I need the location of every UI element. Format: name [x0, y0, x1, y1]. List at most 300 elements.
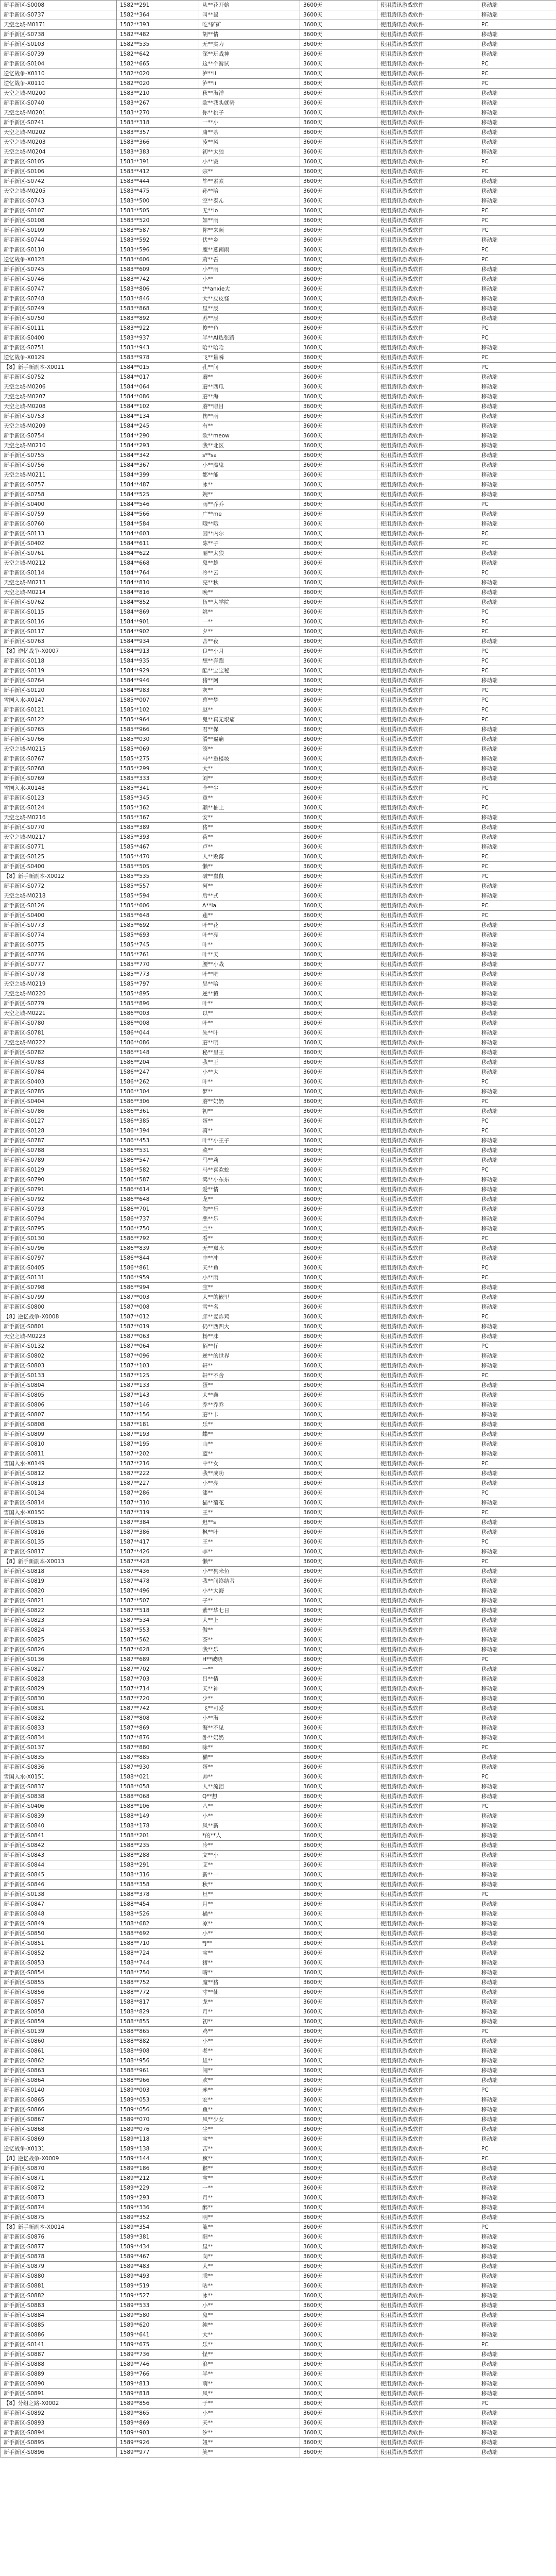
- duration-cell: 3600天: [300, 1518, 377, 1528]
- device-cell: 移动端: [478, 2076, 556, 2086]
- zone-cell: 新手新区-S0124: [1, 803, 117, 813]
- table-row: [1, 2115, 556, 2125]
- zone-cell: 新手新区-S0132: [1, 1342, 117, 1351]
- zone-cell: 新手新区-S0800: [1, 1302, 117, 1312]
- nickname-cell: 龙**: [199, 1997, 300, 2007]
- phone-cell: 1582**393: [117, 20, 199, 30]
- software-cell: 使用腾讯游戏软件: [377, 157, 478, 167]
- software-cell: 使用腾讯游戏软件: [377, 343, 478, 353]
- zone-cell: 天空之城-M0171: [1, 20, 117, 30]
- nickname-cell: 滑**逼痛: [199, 735, 300, 744]
- table-row: [1, 1948, 556, 1958]
- duration-cell: 3600天: [300, 715, 377, 725]
- table-row: [1, 686, 556, 696]
- table-row: [1, 2213, 556, 2223]
- zone-cell: 新手新区-S0895: [1, 2438, 117, 2448]
- phone-cell: 1584**017: [117, 372, 199, 382]
- table-row: [1, 2369, 556, 2379]
- table-row: [1, 1351, 556, 1361]
- device-cell: PC: [478, 1557, 556, 1567]
- software-cell: 使用腾讯游戏软件: [377, 921, 478, 930]
- nickname-cell: 叶**天: [199, 950, 300, 960]
- phone-cell: 1585**505: [117, 862, 199, 872]
- zone-cell: 新手新区-S0887: [1, 2350, 117, 2360]
- zone-cell: 新手新区-S0875: [1, 2213, 117, 2223]
- zone-cell: 新手新区-S0768: [1, 764, 117, 774]
- zone-cell: 天空之城-M0201: [1, 108, 117, 118]
- phone-cell: 1584**913: [117, 647, 199, 656]
- software-cell: 使用腾讯游戏软件: [377, 2330, 478, 2340]
- nickname-cell: 晴**: [199, 1968, 300, 1978]
- zone-cell: 新手新区-S0864: [1, 2076, 117, 2086]
- phone-cell: 1583**592: [117, 235, 199, 245]
- device-cell: PC: [478, 20, 556, 30]
- zone-cell: 新手新区-S0008: [1, 1, 117, 10]
- zone-cell: 新手新区-S0737: [1, 10, 117, 20]
- phone-cell: 1589**467: [117, 2252, 199, 2262]
- nickname-cell: 你**桃子: [199, 108, 300, 118]
- software-cell: 使用腾讯游戏软件: [377, 1694, 478, 1704]
- phone-cell: 1583**505: [117, 206, 199, 216]
- duration-cell: 3600天: [300, 2232, 377, 2242]
- table-row: [1, 2056, 556, 2066]
- device-cell: PC: [478, 2154, 556, 2164]
- table-row: [1, 1557, 556, 1567]
- software-cell: 使用腾讯游戏软件: [377, 1048, 478, 1058]
- software-cell: 使用腾讯游戏软件: [377, 1, 478, 10]
- duration-cell: 3600天: [300, 1136, 377, 1146]
- duration-cell: 3600天: [300, 1165, 377, 1175]
- device-cell: 移动端: [478, 10, 556, 20]
- nickname-cell: 陈**子: [199, 539, 300, 549]
- nickname-cell: 小**海: [199, 1714, 300, 1723]
- table-row: [1, 891, 556, 901]
- table-row: [1, 872, 556, 882]
- software-cell: 使用腾讯游戏软件: [377, 1253, 478, 1263]
- device-cell: 移动端: [478, 392, 556, 402]
- software-cell: 使用腾讯游戏软件: [377, 1116, 478, 1126]
- table-row: [1, 656, 556, 666]
- nickname-cell: 老**: [199, 2046, 300, 2056]
- duration-cell: 3600天: [300, 30, 377, 40]
- phone-cell: 1585**030: [117, 735, 199, 744]
- phone-cell: 1589**076: [117, 2125, 199, 2134]
- phone-cell: 1587**103: [117, 1361, 199, 1371]
- device-cell: PC: [478, 226, 556, 235]
- zone-cell: 新手新区-S0811: [1, 1449, 117, 1459]
- table-row: [1, 1244, 556, 1253]
- table-row: [1, 2086, 556, 2095]
- duration-cell: 3600天: [300, 10, 377, 20]
- duration-cell: 3600天: [300, 177, 377, 187]
- duration-cell: 3600天: [300, 372, 377, 382]
- device-cell: 移动端: [478, 2056, 556, 2066]
- zone-cell: 新手新区-S0804: [1, 1381, 117, 1391]
- software-cell: 使用腾讯游戏软件: [377, 2095, 478, 2105]
- nickname-cell: 龍**: [199, 2223, 300, 2232]
- phone-cell: 1583**587: [117, 226, 199, 235]
- zone-cell: 新手新区-S0746: [1, 275, 117, 284]
- phone-cell: 1586**582: [117, 1165, 199, 1175]
- duration-cell: 3600天: [300, 2154, 377, 2164]
- software-cell: 使用腾讯游戏软件: [377, 2125, 478, 2134]
- phone-cell: 1588**149: [117, 1811, 199, 1821]
- phone-cell: 1584**584: [117, 519, 199, 529]
- zone-cell: 新手新区-S0812: [1, 1469, 117, 1479]
- phone-cell: 1584**946: [117, 676, 199, 686]
- device-cell: 移动端: [478, 2379, 556, 2389]
- nickname-cell: 猫**: [199, 1753, 300, 1762]
- zone-cell: 新手新区-S0829: [1, 1684, 117, 1694]
- nickname-cell: 叫**鼠: [199, 10, 300, 20]
- duration-cell: 3600天: [300, 901, 377, 911]
- software-cell: 使用腾讯游戏软件: [377, 2369, 478, 2379]
- nickname-cell: 橘**: [199, 1909, 300, 1919]
- table-row: [1, 882, 556, 891]
- zone-cell: 新手新区-S0786: [1, 1107, 117, 1116]
- phone-cell: 1586**614: [117, 1185, 199, 1195]
- zone-cell: 逆忆战争-X0128: [1, 255, 117, 265]
- phone-cell: 1584**934: [117, 637, 199, 647]
- nickname-cell: 酷**宝宝秘: [199, 666, 300, 676]
- software-cell: 使用腾讯游戏软件: [377, 1547, 478, 1557]
- duration-cell: 3600天: [300, 2066, 377, 2076]
- duration-cell: 3600天: [300, 40, 377, 49]
- duration-cell: 3600天: [300, 1625, 377, 1635]
- duration-cell: 3600天: [300, 696, 377, 705]
- phone-cell: 1587**808: [117, 1714, 199, 1723]
- table-row: [1, 2438, 556, 2448]
- phone-cell: 1586**385: [117, 1116, 199, 1126]
- software-cell: 使用腾讯游戏软件: [377, 30, 478, 40]
- nickname-cell: 杨**沫: [199, 1332, 300, 1342]
- duration-cell: 3600天: [300, 1332, 377, 1342]
- device-cell: PC: [478, 2340, 556, 2350]
- software-cell: 使用腾讯游戏软件: [377, 206, 478, 216]
- phone-cell: 1584**902: [117, 627, 199, 637]
- software-cell: 使用腾讯游戏软件: [377, 2242, 478, 2252]
- nickname-cell: 明**: [199, 2213, 300, 2223]
- duration-cell: 3600天: [300, 1459, 377, 1469]
- nickname-cell: 迟**s: [199, 1518, 300, 1528]
- table-row: [1, 2046, 556, 2056]
- software-cell: 使用腾讯游戏软件: [377, 872, 478, 882]
- duration-cell: 3600天: [300, 431, 377, 441]
- duration-cell: 3600天: [300, 1126, 377, 1136]
- nickname-cell: 蘑**海: [199, 392, 300, 402]
- phone-cell: 1587**143: [117, 1391, 199, 1400]
- device-cell: 移动端: [478, 1107, 556, 1116]
- duration-cell: 3600天: [300, 1909, 377, 1919]
- nickname-cell: 小**: [199, 1929, 300, 1939]
- table-row: [1, 1782, 556, 1792]
- nickname-cell: 猪**: [199, 823, 300, 833]
- duration-cell: 3600天: [300, 1273, 377, 1283]
- phone-cell: 1589**813: [117, 2379, 199, 2389]
- table-row: [1, 735, 556, 744]
- nickname-cell: 月**: [199, 1900, 300, 1909]
- phone-cell: 1585**535: [117, 872, 199, 882]
- duration-cell: 3600天: [300, 1107, 377, 1116]
- nickname-cell: 哦**哦: [199, 519, 300, 529]
- nickname-cell: 姚**: [199, 607, 300, 617]
- software-cell: 使用腾讯游戏软件: [377, 1997, 478, 2007]
- duration-cell: 3600天: [300, 735, 377, 744]
- zone-cell: 新手新区-S0131: [1, 1273, 117, 1283]
- software-cell: 使用腾讯游戏软件: [377, 255, 478, 265]
- software-cell: 使用腾讯游戏软件: [377, 979, 478, 989]
- nickname-cell: 爱**情: [199, 1185, 300, 1195]
- duration-cell: 3600天: [300, 2056, 377, 2066]
- nickname-cell: 孔**问: [199, 363, 300, 372]
- nickname-cell: 轩**: [199, 1361, 300, 1371]
- zone-cell: 新手新区-S0806: [1, 1400, 117, 1410]
- device-cell: 移动端: [478, 774, 556, 784]
- device-cell: 移动端: [478, 1410, 556, 1420]
- duration-cell: 3600天: [300, 2448, 377, 2458]
- zone-cell: 新手新区-S0802: [1, 1351, 117, 1361]
- device-cell: PC: [478, 157, 556, 167]
- phone-cell: 1587**496: [117, 1586, 199, 1596]
- nickname-cell: 因**内尔: [199, 529, 300, 539]
- zone-cell: 雪国入水-X0147: [1, 696, 117, 705]
- table-row: [1, 519, 556, 529]
- table-row: [1, 2066, 556, 2076]
- device-cell: PC: [478, 245, 556, 255]
- software-cell: 使用腾讯游戏软件: [377, 216, 478, 226]
- table-row: [1, 138, 556, 147]
- device-cell: 移动端: [478, 1684, 556, 1694]
- table-row: [1, 40, 556, 49]
- software-cell: 使用腾讯游戏软件: [377, 2213, 478, 2223]
- device-cell: 移动端: [478, 2330, 556, 2340]
- duration-cell: 3600天: [300, 1782, 377, 1792]
- device-cell: PC: [478, 1097, 556, 1107]
- device-cell: PC: [478, 2086, 556, 2095]
- nickname-cell: 天**鱼: [199, 1263, 300, 1273]
- software-cell: 使用腾讯游戏软件: [377, 1322, 478, 1332]
- duration-cell: 3600天: [300, 1674, 377, 1684]
- software-cell: 使用腾讯游戏软件: [377, 940, 478, 950]
- zone-cell: 新手新区-S0763: [1, 637, 117, 647]
- nickname-cell: 汐**: [199, 2428, 300, 2438]
- duration-cell: 3600天: [300, 2046, 377, 2056]
- phone-cell: 1587**518: [117, 1606, 199, 1616]
- duration-cell: 3600天: [300, 1890, 377, 1900]
- zone-cell: 新手新区-S0792: [1, 1195, 117, 1205]
- nickname-cell: 马**喜欢蛇: [199, 1165, 300, 1175]
- software-cell: 使用腾讯游戏软件: [377, 1939, 478, 1948]
- nickname-cell: 懒**: [199, 1557, 300, 1567]
- table-row: [1, 774, 556, 784]
- phone-cell: 1589**818: [117, 2389, 199, 2399]
- nickname-cell: 冰**: [199, 2291, 300, 2301]
- device-cell: PC: [478, 255, 556, 265]
- nickname-cell: 鬼**真无垠痛: [199, 715, 300, 725]
- software-cell: 使用腾讯游戏软件: [377, 314, 478, 324]
- duration-cell: 3600天: [300, 970, 377, 979]
- table-row: [1, 1479, 556, 1488]
- table-row: [1, 1253, 556, 1263]
- duration-cell: 3600天: [300, 1743, 377, 1753]
- phone-cell: 1588**724: [117, 1948, 199, 1958]
- software-cell: 使用腾讯游戏软件: [377, 1665, 478, 1674]
- device-cell: PC: [478, 1273, 556, 1283]
- table-row: [1, 793, 556, 803]
- zone-cell: 【8】逆忆战争-X0009: [1, 2154, 117, 2164]
- nickname-cell: 恶**乐: [199, 1214, 300, 1224]
- duration-cell: 3600天: [300, 539, 377, 549]
- software-cell: 使用腾讯游戏软件: [377, 539, 478, 549]
- zone-cell: 新手新区-S0833: [1, 1723, 117, 1733]
- table-row: [1, 490, 556, 500]
- software-cell: 使用腾讯游戏软件: [377, 1019, 478, 1028]
- device-cell: PC: [478, 500, 556, 510]
- device-cell: PC: [478, 1371, 556, 1381]
- duration-cell: 3600天: [300, 510, 377, 519]
- device-cell: 移动端: [478, 754, 556, 764]
- zone-cell: 新手新区-S0774: [1, 930, 117, 940]
- table-row: [1, 196, 556, 206]
- device-cell: PC: [478, 79, 556, 89]
- zone-cell: 新手新区-S0866: [1, 2105, 117, 2115]
- software-cell: 使用腾讯游戏软件: [377, 1371, 478, 1381]
- device-cell: 移动端: [478, 1782, 556, 1792]
- nickname-cell: 小**亮: [199, 1479, 300, 1488]
- device-cell: 移动端: [478, 431, 556, 441]
- zone-cell: 新手新区-S0403: [1, 1077, 117, 1087]
- zone-cell: 新手新区-S0137: [1, 1743, 117, 1753]
- table-row: [1, 363, 556, 372]
- duration-cell: 3600天: [300, 363, 377, 372]
- software-cell: 使用腾讯游戏软件: [377, 803, 478, 813]
- nickname-cell: 叶**亮: [199, 930, 300, 940]
- nickname-cell: 看**: [199, 1234, 300, 1244]
- table-row: [1, 226, 556, 235]
- device-cell: 移动端: [478, 1948, 556, 1958]
- phone-cell: 1584**290: [117, 431, 199, 441]
- duration-cell: 3600天: [300, 235, 377, 245]
- duration-cell: 3600天: [300, 138, 377, 147]
- table-row: [1, 10, 556, 20]
- duration-cell: 3600天: [300, 754, 377, 764]
- device-cell: 移动端: [478, 1244, 556, 1253]
- table-row: [1, 1567, 556, 1577]
- phone-cell: 1582**665: [117, 59, 199, 69]
- device-cell: 移动端: [478, 2360, 556, 2369]
- phone-cell: 1584**935: [117, 656, 199, 666]
- duration-cell: 3600天: [300, 2409, 377, 2418]
- table-row: [1, 510, 556, 519]
- table-row: [1, 725, 556, 735]
- software-cell: 使用腾讯游戏软件: [377, 451, 478, 461]
- nickname-cell: s**sa: [199, 451, 300, 461]
- zone-cell: 新手新区-S0405: [1, 1263, 117, 1273]
- nickname-cell: 宝**: [199, 1283, 300, 1293]
- device-cell: 移动端: [478, 842, 556, 852]
- phone-cell: 1584**487: [117, 480, 199, 490]
- phone-cell: 1587**880: [117, 1743, 199, 1753]
- table-row: [1, 539, 556, 549]
- phone-cell: 1589**003: [117, 2086, 199, 2095]
- device-cell: 移动端: [478, 265, 556, 275]
- phone-cell: 1589**483: [117, 2262, 199, 2272]
- software-cell: 使用腾讯游戏软件: [377, 1067, 478, 1077]
- software-cell: 使用腾讯游戏软件: [377, 842, 478, 852]
- zone-cell: 新手新区-S0820: [1, 1586, 117, 1596]
- nickname-cell: 叶**吧: [199, 970, 300, 979]
- device-cell: 移动端: [478, 1224, 556, 1234]
- software-cell: 使用腾讯游戏软件: [377, 128, 478, 138]
- nickname-cell: 大**: [199, 2262, 300, 2272]
- device-cell: PC: [478, 1077, 556, 1087]
- zone-cell: 新手新区-S0870: [1, 2164, 117, 2174]
- duration-cell: 3600天: [300, 529, 377, 539]
- zone-cell: 新手新区-S0863: [1, 2066, 117, 2076]
- table-row: [1, 588, 556, 598]
- software-cell: 使用腾讯游戏软件: [377, 510, 478, 519]
- software-cell: 使用腾讯游戏软件: [377, 265, 478, 275]
- device-cell: 移动端: [478, 1958, 556, 1968]
- device-cell: PC: [478, 852, 556, 862]
- software-cell: 使用腾讯游戏软件: [377, 1224, 478, 1234]
- software-cell: 使用腾讯游戏软件: [377, 999, 478, 1009]
- zone-cell: 新手新区-S0779: [1, 999, 117, 1009]
- duration-cell: 3600天: [300, 1772, 377, 1782]
- nickname-cell: 伏**乡: [199, 235, 300, 245]
- duration-cell: 3600天: [300, 1097, 377, 1107]
- nickname-cell: 妞**: [199, 2438, 300, 2448]
- nickname-cell: 灰**: [199, 686, 300, 696]
- zone-cell: 新手新区-S0758: [1, 490, 117, 500]
- nickname-cell: 梦**: [199, 1087, 300, 1097]
- device-cell: 移动端: [478, 89, 556, 98]
- nickname-cell: 小**大: [199, 1067, 300, 1077]
- duration-cell: 3600天: [300, 461, 377, 470]
- zone-cell: 新手新区-S0788: [1, 1146, 117, 1156]
- device-cell: 移动端: [478, 1175, 556, 1185]
- zone-cell: 新手新区-S0111: [1, 324, 117, 333]
- table-row: [1, 2174, 556, 2183]
- software-cell: 使用腾讯游戏软件: [377, 118, 478, 128]
- device-cell: 移动端: [478, 1038, 556, 1048]
- device-cell: PC: [478, 2399, 556, 2409]
- duration-cell: 3600天: [300, 1684, 377, 1694]
- table-row: [1, 1459, 556, 1469]
- software-cell: 使用腾讯游戏软件: [377, 989, 478, 999]
- duration-cell: 3600天: [300, 2281, 377, 2291]
- phone-cell: 1585**648: [117, 911, 199, 921]
- duration-cell: 3600天: [300, 1439, 377, 1449]
- duration-cell: 3600天: [300, 1028, 377, 1038]
- duration-cell: 3600天: [300, 764, 377, 774]
- table-row: [1, 1488, 556, 1498]
- software-cell: 使用腾讯游戏软件: [377, 882, 478, 891]
- device-cell: PC: [478, 353, 556, 363]
- device-cell: 移动端: [478, 1616, 556, 1625]
- nickname-cell: 蘑**西瓜: [199, 382, 300, 392]
- nickname-cell: 亮**秋: [199, 578, 300, 588]
- duration-cell: 3600天: [300, 333, 377, 343]
- table-row: [1, 2448, 556, 2458]
- device-cell: PC: [478, 206, 556, 216]
- table-row: [1, 2007, 556, 2017]
- phone-cell: 1587**507: [117, 1596, 199, 1606]
- software-cell: 使用腾讯游戏软件: [377, 1684, 478, 1694]
- table-row: [1, 901, 556, 911]
- nickname-cell: 于**: [199, 2399, 300, 2409]
- zone-cell: 新手新区-S0797: [1, 1253, 117, 1263]
